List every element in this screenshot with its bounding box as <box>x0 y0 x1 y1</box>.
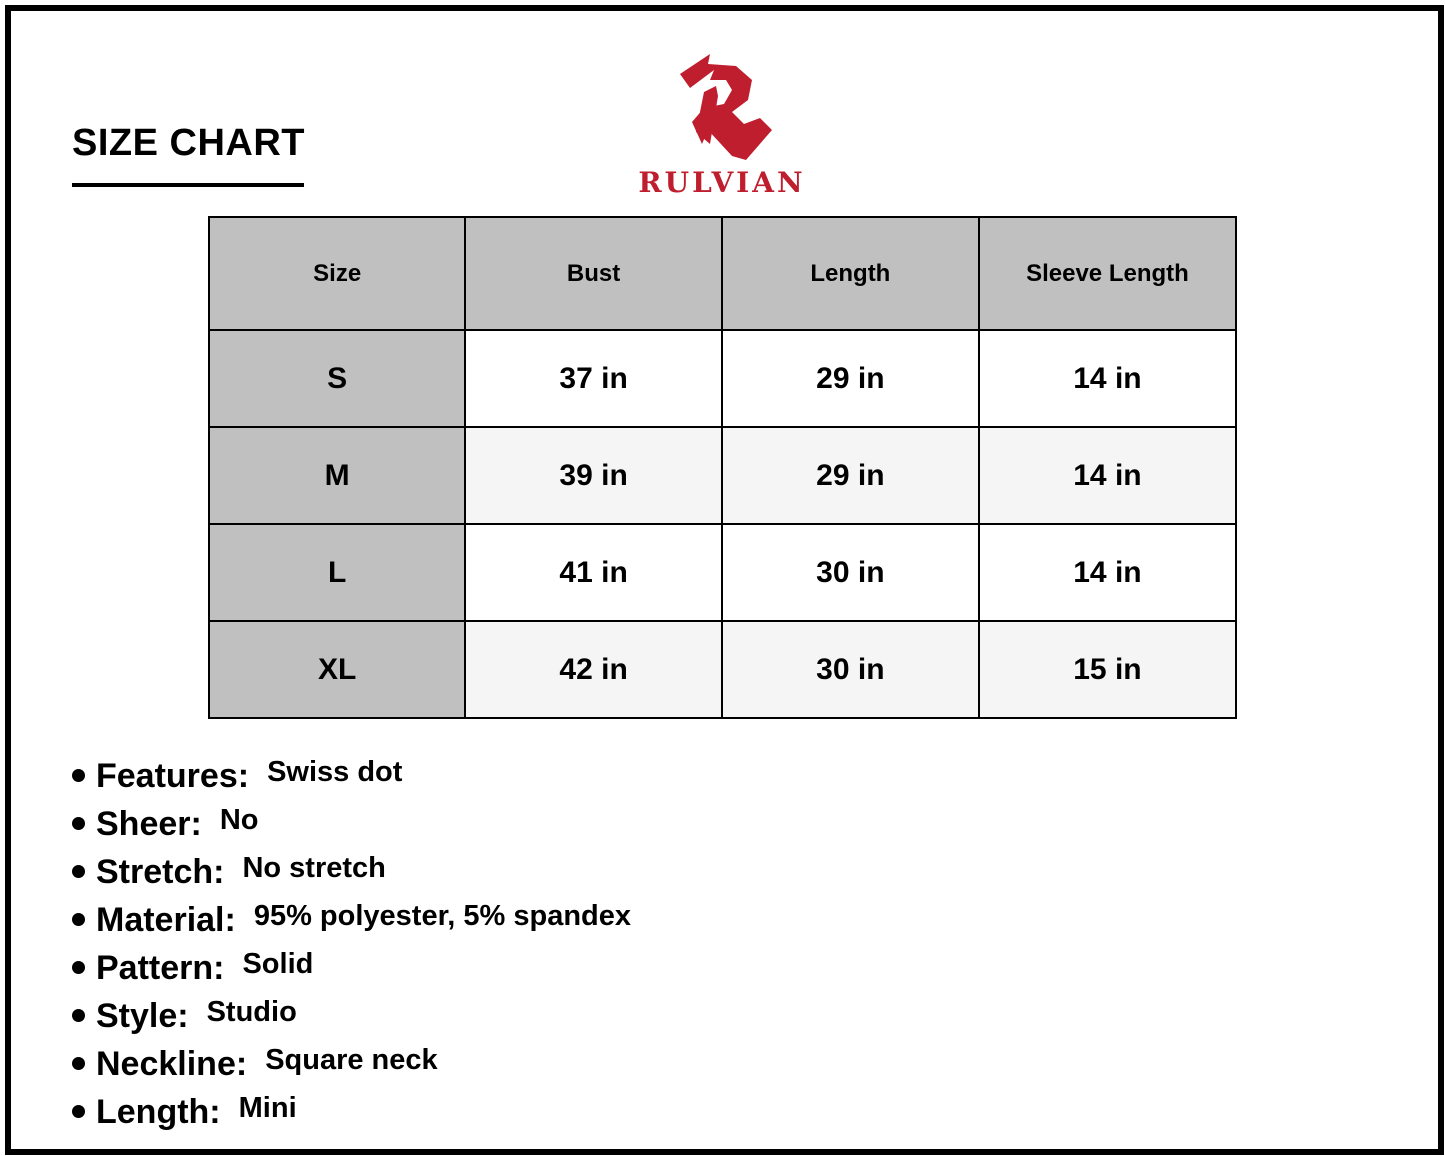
length-cell: 29 in <box>722 330 979 427</box>
length-cell: 29 in <box>722 427 979 524</box>
bullet-icon <box>72 817 85 830</box>
feature-value: No stretch <box>242 851 386 884</box>
header-bust: Bust <box>465 217 721 330</box>
bullet-icon <box>72 913 85 926</box>
list-item <box>72 1040 631 1088</box>
feature-value: Swiss dot <box>267 755 403 788</box>
bullet-icon <box>72 1009 85 1022</box>
bust-cell: 41 in <box>465 524 721 621</box>
list-item <box>72 752 631 800</box>
size-cell: L <box>209 524 465 621</box>
header-sleeve-length: Sleeve Length <box>979 217 1236 330</box>
bullet-icon <box>72 1105 85 1118</box>
feature-label: Stretch: <box>96 852 225 891</box>
sleeve-length-cell: 14 in <box>979 330 1236 427</box>
brand-name: RULVIAN <box>638 166 806 199</box>
feature-label: Material: <box>96 900 236 939</box>
bullet-icon <box>72 865 85 878</box>
table-row <box>209 524 1236 621</box>
feature-label: Length: <box>96 1092 221 1131</box>
size-table <box>208 216 1237 719</box>
size-cell: S <box>209 330 465 427</box>
feature-label: Features: <box>96 756 250 795</box>
table-row <box>209 621 1236 718</box>
feature-label: Neckline: <box>96 1044 248 1083</box>
feature-value: Mini <box>238 1091 297 1124</box>
table-row <box>209 330 1236 427</box>
feature-label: Style: <box>96 996 189 1035</box>
feature-value: Studio <box>206 995 297 1028</box>
list-item <box>72 992 631 1040</box>
feature-value: Solid <box>242 947 314 980</box>
header-size: Size <box>209 217 465 330</box>
sleeve-length-cell: 15 in <box>979 621 1236 718</box>
bust-cell: 37 in <box>465 330 721 427</box>
feature-value: Square neck <box>265 1043 438 1076</box>
feature-list <box>72 752 631 1136</box>
feature-label: Pattern: <box>96 948 225 987</box>
page-title: SIZE CHART <box>72 122 305 164</box>
feature-label: Sheer: <box>96 804 202 843</box>
table-row <box>209 427 1236 524</box>
bust-cell: 42 in <box>465 621 721 718</box>
list-item <box>72 1088 631 1136</box>
bullet-icon <box>72 769 85 782</box>
bullet-icon <box>72 1057 85 1070</box>
header-length: Length <box>722 217 979 330</box>
list-item <box>72 944 631 992</box>
sleeve-length-cell: 14 in <box>979 427 1236 524</box>
sleeve-length-cell: 14 in <box>979 524 1236 621</box>
table-header-row <box>209 217 1236 330</box>
bullet-icon <box>72 961 85 974</box>
length-cell: 30 in <box>722 621 979 718</box>
feature-value: 95% polyester, 5% spandex <box>253 899 632 932</box>
bust-cell: 39 in <box>465 427 721 524</box>
list-item <box>72 800 631 848</box>
size-cell: XL <box>209 621 465 718</box>
size-cell: M <box>209 427 465 524</box>
title-underline <box>72 183 304 187</box>
brand-logo <box>622 50 822 200</box>
list-item <box>72 848 631 896</box>
length-cell: 30 in <box>722 524 979 621</box>
brand-r-icon <box>674 52 774 164</box>
list-item <box>72 896 631 944</box>
feature-value: No <box>219 803 259 836</box>
